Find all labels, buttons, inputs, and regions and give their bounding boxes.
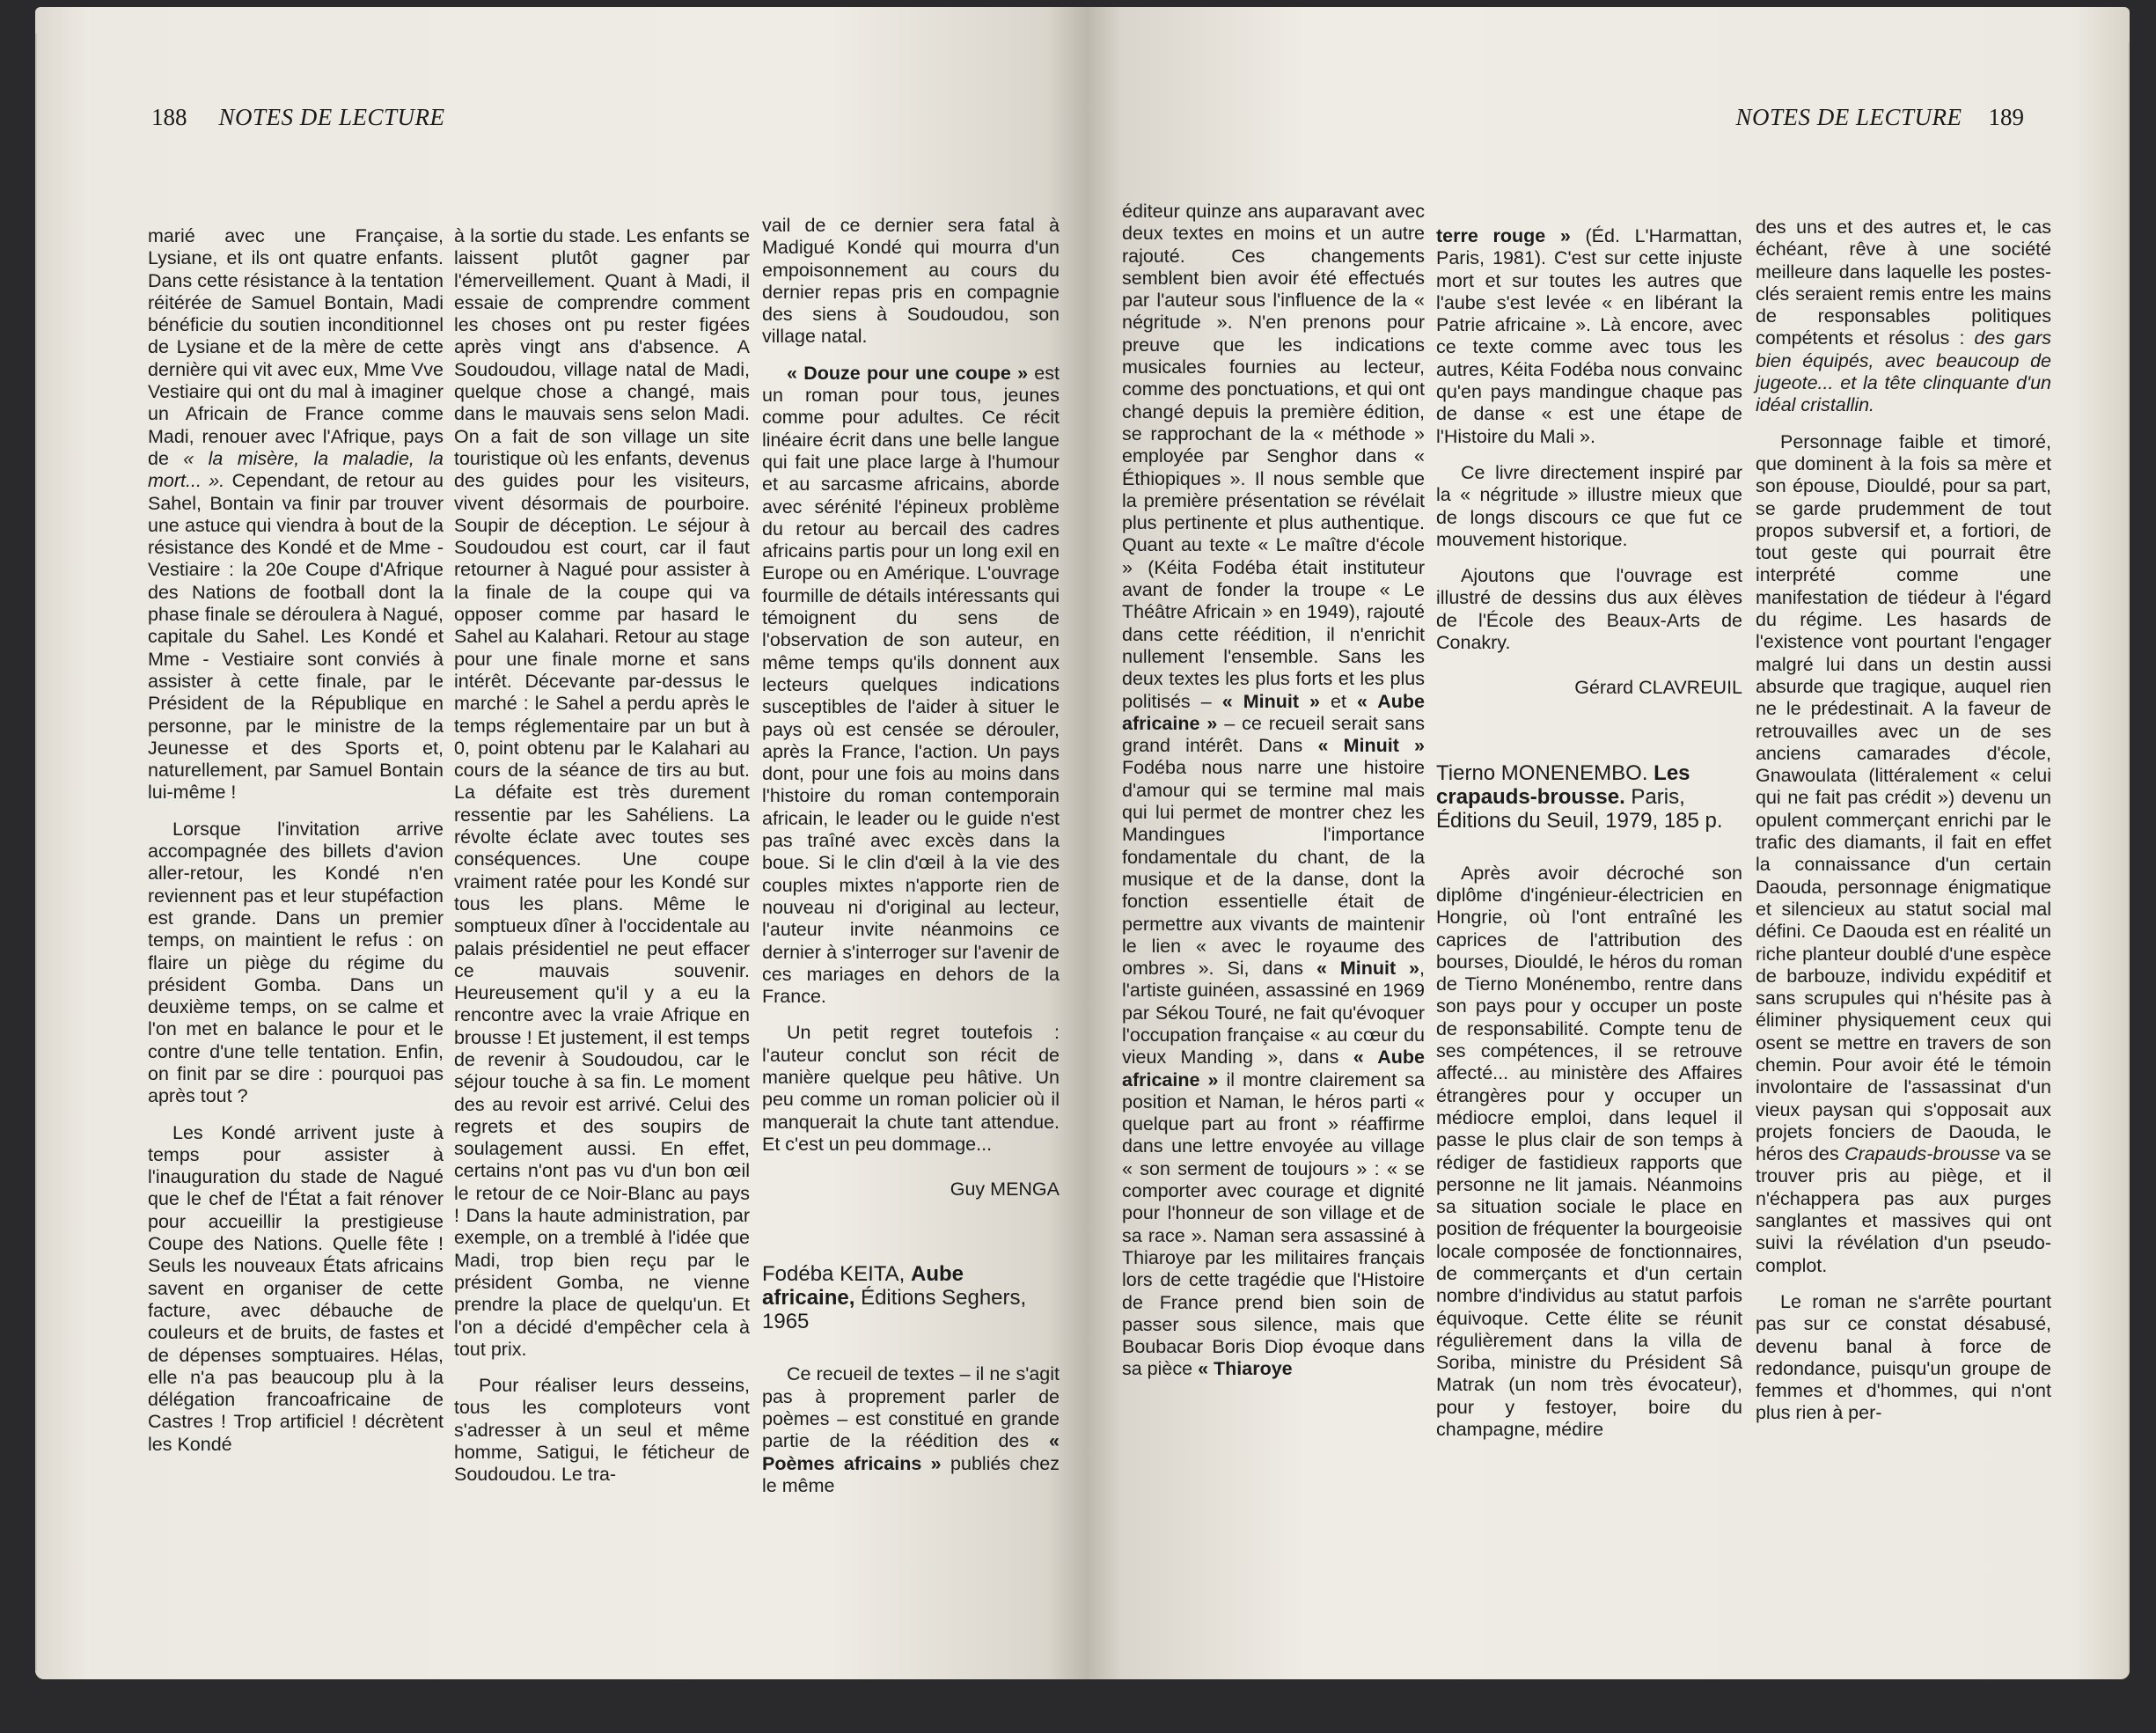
right-page <box>1087 7 2130 1679</box>
review-signature: Guy MENGA <box>950 1179 1060 1201</box>
book-reference: Tierno MONENEMBO. Les crapauds-brousse. Paris, Éditions du Seuil, 1979, 185 p. <box>1436 760 1723 833</box>
book-reference: Fodéba KEITA, Aube africaine, Éditions Seghers, 1965 <box>762 1262 1027 1334</box>
page-edges-right <box>2128 42 2130 1671</box>
paragraph: Lorsque l'invitation arrive accompagnée des billets d'avion aller-retour, les Kondé n'en reviennent pas et leur stupéfaction est grande. Dans un premier temps, on maintient le refus : on flaire un piège du régime du président Gomba. Dans un deuxième temps, on se calme et l'on met en balance le pour et le contre d'une telle tentation. Enfin, on finit par se dire : pourquoi pas après tout ? <box>148 818 444 1107</box>
paragraph: Les Kondé arrivent juste à temps pour assister à l'inauguration du stade de Nagué que le chef de l'État a fait rénover pour accueillir la prestigieuse Coupe des Nations. Quelle fête ! Seuls les nouveaux États africains savent en organiser de cette facture, avec débauche de couleurs et de bruits, de fastes et de dépenses somptuaires. Hélas, elle n'a pas beaucoup plu à la délégation francoafricaine de Castres ! Trop artificiel ! décrètent les Kondé <box>148 1121 444 1455</box>
paragraph: vail de ce dernier sera fatal à Madigué Kondé qui mourra d'un empoisonnement au cours du dernier repas pris en compagnie des siens à Soudoudou, son village natal. <box>762 215 1060 348</box>
running-title: NOTES DE LECTURE <box>218 104 445 130</box>
running-title: NOTES DE LECTURE <box>1735 104 1962 130</box>
paragraph: Ce recueil de textes – il ne s'agit pas à proprement parler de poèmes – est constitué en grande partie de la réédition des « Poèmes africains » publiés chez le même <box>762 1363 1060 1496</box>
paragraph: Après avoir décroché son diplôme d'ingénieur-électricien en Hongrie, où l'ont entraîné les caprices de l'attribution des bourses, Diouldé, le héros du roman de Tierno Monénembo, rentre dans son pays pour y occuper un poste de responsabilité. Compte tenu de ses compétences, il se retrouve affecté... au ministère des Affaires étrangères pour y occuper un médiocre emploi, dans lequel il passe le plus clair de son temps à rédiger de fastidieux rapports que personne ne lit jamais. Néanmoins sa situation sociale le place en position de fréquenter la bourgeoisie locale composée de fonctionnaires, de commerçants et d'un certain nombre d'individus au statut parfois équivoque. Cette élite se réunit régulièrement dans la villa de Soriba, ministre du Président Sâ Matrak (un nom très évocateur), pour y festoyer, boire du champagne, médire <box>1436 862 1742 1441</box>
left-page <box>35 7 1087 1679</box>
text-column-2 <box>454 225 750 1501</box>
review-signature: Gérard CLAVREUIL <box>1574 677 1742 699</box>
paragraph: Un petit regret toutefois : l'auteur conclut son récit de manière quelque peu hâtive. Un peu comme un roman policier où il manquerait la chute tant attendue. Et c'est un peu dommage... <box>762 1022 1060 1155</box>
text-column-3 <box>1756 217 2051 1439</box>
page-number: 189 <box>1988 104 2024 130</box>
left-page-header <box>151 104 445 131</box>
page-number: 188 <box>151 104 187 130</box>
paragraph: à la sortie du stade. Les enfants se laissent plutôt gagner par l'émerveillement. Quant à Madi, il essaie de comprendre comment les choses ont pu rester figées après vingt ans d'absence. A Soudoudou, village natal de Madi, quelque chose a changé, mais dans le mauvais sens selon Madi. On a fait de son village un site touristique où les enfants, devenus des guides pour les visiteurs, vivent désormais de pourboire. Soupir de déception. Le séjour à Soudoudou est court, car il faut retourner à Nagué pour assister à la finale de la coupe qui va opposer comme par hasard le Sahel au Kalahari. Retour au stage pour une finale morne et sans intérêt. Décevante par-dessus le marché : le Sahel a perdu après le temps réglementaire par un but à 0, point obtenu par le Kalahari au cours de la séance de tirs au but. La défaite est très durement ressentie par les Sahéliens. La révolte éclate avec toutes ses conséquences. Une coupe vraiment ratée pour les Kondé sur tous les plans. Même le somptueux dîner à l'occidentale au palais présidentiel ne peut effacer ce mauvais souvenir. Heureusement qu'il y a eu la rencontre avec la vraie Afrique en brousse ! Et justement, il est temps de revenir à Soudoudou, car le séjour touche à sa fin. Le moment des au revoir est arrivé. Celui des regrets et des soupirs de soulagement aussi. En effet, certains n'ont pas vu d'un bon œil le retour de ce Noir-Blanc au pays ! Dans la haute administration, par exemple, on a tremblé à l'idée que Madi, trop bien reçu par le président Gomba, ne vienne prendre la place de quelqu'un. Et l'on a décidé d'empêcher cela à tout prix. <box>454 225 750 1360</box>
open-book <box>35 7 2130 1679</box>
paragraph: Personnage faible et timoré, que dominent à la fois sa mère et son épouse, Diouldé, pour sa part, se garde prudemment de tout propos subversif et, a fortiori, de tout geste qui pourrait être interprété comme une manifestation de tiédeur à l'égard du régime. Les hasards de l'existence vont pourtant l'engager malgré lui dans un destin aussi absurde que tragique, auquel rien ne le prédestinait. A la faveur de retrouvailles avec un de ses anciens camarades d'école, Gnawoulata (littéralement « celui qui ne fait pas crédit ») devenu un opulent commerçant enrichi par le trafic des diamants, il fait en effet la connaissance d'un certain Daouda, personnage énigmatique et silencieux au statut social mal défini. Ce Daouda est en réalité un riche planteur doublé d'une espèce de barbouze, individu expéditif et sans scrupules qui n'hésite pas à éliminer physiquement ceux qui osent se mettre en travers de son chemin. Pour avoir été le témoin involontaire de l'assassinat d'un vieux paysan qui s'opposait aux projets fonciers de Daouda, le héros des Crapauds-brousse va se trouver pris au piège, et il n'échappera pas aux purges sanglantes et massives qui ont suivi la révélation d'un pseudo-complot. <box>1756 430 2051 1276</box>
paragraph: terre rouge » (Éd. L'Harmattan, Paris, 1981). C'est sur cette injuste mort et sur toutes les autres que l'aube s'est levée « en libérant la Patrie africaine ». Là encore, avec ce texte comme avec tous les autres, Kéita Fodéba nous convainc qu'en pays mandingue chaque pas de danse « est une étape de l'Histoire du Mali ». <box>1436 225 1743 447</box>
text-column-2 <box>1436 225 1742 1455</box>
paragraph: éditeur quinze ans auparavant avec deux textes en moins et un autre rajouté. Ces changements semblent bien avoir été effectués par l'auteur sous l'influence de la « négritude ». N'en prenons pour preuve que les indications musicales fournies au lecteur, comme des ponctuations, et qui ont changé depuis la première édition, se rapprochant de la « méthode » employée par Senghor dans « Éthiopiques ». Il nous semble que la première présentation se révélait plus pertinente et plus authentique. Quant au texte « Le maître d'école » (Kéita Fodéba était instituteur avant de fonder la troupe « Le Théâtre Africain » en 1949), rajouté dans cette réédition, il n'enrichit nullement l'ensemble. Sans les deux textes les plus forts et les plus politisés – « Minuit » et « Aube africaine » – ce recueil serait sans grand intérêt. Dans « Minuit » Fodéba nous narre une histoire d'amour qui se termine mal mais qui lui permet de montrer chez les Mandingues l'importance fondamentale du chant, de la musique et de la danse, dont la fonction essentielle était de permettre aux vivants de maintenir le lien « avec le royaume des ombres ». Si, dans « Minuit », l'artiste guinéen, assassiné en 1969 par Sékou Touré, ne fait qu'évoquer l'occupation française « au cœur du vieux Manding », dans « Aube africaine » il montre clairement sa position et Naman, le héros parti « quelque part au front » réaffirme dans une lettre envoyée au village « son serment de toujours » : « se comporter avec courage et dignité pour l'honneur de son village et de sa race ». Naman sera assassiné à Thiaroye par les militaires français lors de cette tragédie que l'Histoire de France prend bien soin de passer sous silence, mais que Boubacar Boris Diop évoque dans sa pièce « Thiaroye <box>1122 201 1425 1380</box>
text-column-3 <box>762 215 1060 1511</box>
paragraph: Pour réaliser leurs desseins, tous les comploteurs vont s'adresser à un seul et même homme, Satigui, le féticheur de Soudoudou. Le tra- <box>454 1375 750 1486</box>
page-edges-left <box>35 33 37 1671</box>
paragraph: Le roman ne s'arrête pourtant pas sur ce constat désabusé, devenu banal à force de redondance, puisqu'un groupe de femmes et d'hommes, qui n'ont plus rien à per- <box>1756 1290 2051 1424</box>
text-column-1 <box>1122 201 1425 1395</box>
right-page-header <box>1735 104 2024 131</box>
paragraph: marié avec une Française, Lysiane, et ils ont quatre enfants. Dans cette résistance à la tentation réitérée de Samuel Bontain, Madi bénéficie du soutien inconditionnel de Lysiane et de la mère de cette dernière qui vit avec eux, Mme Vve Vestiaire qui ont du mal à imaginer un Africain de France comme Madi, renouer avec l'Afrique, pays de « la misère, la maladie, la mort... ». Cependant, de retour au Sahel, Bontain va finir par trouver une astuce qui viendra à bout de la résistance des Kondé et de Mme - Vestiaire : la 20e Coupe d'Afrique des Nations de football dont la phase finale se déroulera à Nagué, capitale du Sahel. Les Kondé et Mme - Vestiaire sont conviés à assister à cette finale, par le Président de la République en personne, par le ministre de la Jeunesse et des Sports et, naturellement, par Samuel Bontain lui-même ! <box>148 225 444 804</box>
paragraph: Ajoutons que l'ouvrage est illustré de dessins dus aux élèves de l'École des Beaux-Arts de Conakry. <box>1436 565 1742 654</box>
paragraph: Ce livre directement inspiré par la « négritude » illustre mieux que de longs discours ce que fut ce mouvement historique. <box>1436 461 1742 550</box>
paragraph: « Douze pour une coupe » est un roman pour tous, jeunes comme pour adultes. Ce récit linéaire écrit dans une belle langue qui fait une place large à l'humour et au sarcasme africains, aborde avec sérénité l'épineux problème du retour au bercail des cadres africains partis pour un long exil en Europe ou en Amérique. L'ouvrage fourmille de détails intéressants qui témoignent du sens de l'observation de son auteur, en même temps qu'ils donnent aux lecteurs quelques indications susceptibles de l'aider à situer le pays où est censée se dérouler, après la France, l'action. Un pays dont, pour une fois au moins dans l'histoire du roman contemporain africain, le leader ou le guide n'est pas traîné avec excès dans la boue. Si le clin d'œil à la vie des couples mixtes n'apporte rien de nouveau ni d'original au lecteur, l'auteur invite néanmoins ce dernier à s'interroger sur l'avenir de ces mariages en dehors de la France. <box>762 362 1060 1008</box>
text-column-1 <box>148 225 444 1470</box>
paragraph: des uns et des autres et, le cas échéant, rêve à une société meilleure dans laquelle les postes-clés seraient remis entre les mains de responsables politiques compétents et résolus : des gars bien équipés, avec beaucoup de jugeote... et la tête clinquante d'un idéal cristallin. <box>1756 217 2051 416</box>
